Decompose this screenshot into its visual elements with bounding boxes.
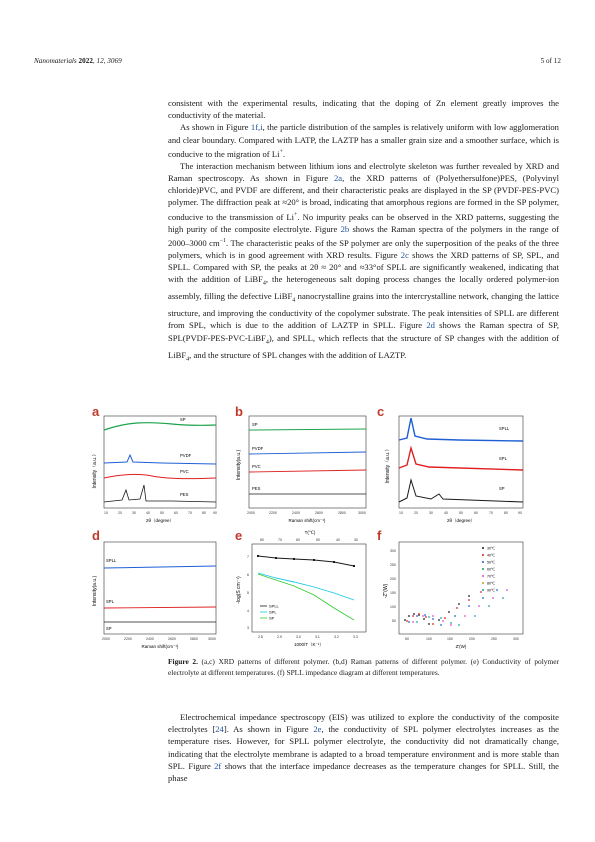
svg-text:30℃: 30℃ (487, 546, 496, 551)
svg-text:3.1: 3.1 (315, 635, 320, 639)
svg-text:PVC: PVC (180, 469, 189, 474)
svg-text:2400: 2400 (146, 637, 154, 641)
figure-link[interactable]: 2e (313, 724, 322, 735)
paragraph: As shown in Figure 1f,i, the particle distribution of the samples is relatively uniform with low agglomeration and clear boundary. Compared with LATP, the LAZTP has a smaller grain size and a smoother surface, which is conducive to the migration of Li+. (168, 122, 559, 159)
svg-text:300: 300 (390, 549, 396, 553)
svg-text:60: 60 (174, 511, 178, 515)
panel-label: a (92, 404, 100, 419)
svg-text:60℃: 60℃ (487, 567, 496, 572)
svg-text:2600: 2600 (168, 637, 176, 641)
svg-text:50: 50 (459, 511, 463, 515)
svg-text:300: 300 (513, 637, 519, 641)
svg-text:SP: SP (499, 486, 505, 491)
xrd-panel-c (379, 410, 529, 525)
xrd-panel-a (92, 410, 230, 525)
body-text-bottom (168, 711, 559, 784)
svg-text:70: 70 (489, 511, 493, 515)
paragraph: Electrochemical impedance spectroscopy (EIS) was utilized to explore the conductivity of the composite electrolytes [24]. As shown in Figure 2e, the conductivity of SPL polymer electrolytes increases as the temperature rises. However, for SPLL polymer electrolyte, the conductivity did not dramatically change, indicating that the electrolyte membrane is adapted to a broad temperature environment and is more stable than SPL. Figure 2f shows that the interface impedance decreases as the temperature changes for SPLL. Still, the phase (168, 712, 559, 784)
svg-text:90: 90 (213, 511, 217, 515)
svg-text:Raman shift(cm⁻¹): Raman shift(cm⁻¹) (141, 644, 179, 649)
svg-text:90: 90 (518, 511, 522, 515)
svg-text:100: 100 (426, 637, 432, 641)
svg-text:2.8: 2.8 (258, 635, 263, 639)
svg-text:2θ（degree）: 2θ（degree） (145, 518, 175, 523)
svg-text:PES: PES (252, 486, 261, 491)
svg-text:SPL: SPL (269, 609, 277, 615)
svg-text:40: 40 (444, 511, 448, 515)
svg-text:SP: SP (180, 417, 186, 422)
svg-text:Raman shift(cm⁻¹): Raman shift(cm⁻¹) (288, 518, 326, 523)
figure-caption: Figure 2. (a,c) XRD patterns of different polymer. (b,d) Raman patterns of different polymer. (e) Conductivity of polymer electrolyte at different temperatures. (f) SPLL impedance diagram at different temperatures. (168, 657, 559, 677)
svg-text:Intensity(a.u.): Intensity(a.u.) (92, 575, 98, 607)
svg-text:SP: SP (106, 626, 112, 631)
svg-text:50: 50 (392, 619, 396, 623)
svg-text:70: 70 (188, 511, 192, 515)
svg-text:20: 20 (414, 511, 418, 515)
svg-text:3.0: 3.0 (296, 635, 301, 639)
svg-text:2400: 2400 (292, 511, 300, 515)
svg-text:6: 6 (247, 573, 249, 577)
svg-text:80: 80 (202, 511, 206, 515)
svg-text:2200: 2200 (124, 637, 132, 641)
svg-text:30: 30 (132, 511, 136, 515)
svg-text:1000/T（K⁻¹）: 1000/T（K⁻¹） (294, 642, 324, 647)
svg-text:2000: 2000 (102, 637, 110, 641)
panel-label: d (92, 528, 100, 543)
svg-text:-Z''(W): -Z''(W) (383, 583, 389, 599)
svg-text:7: 7 (247, 555, 249, 559)
svg-text:60: 60 (296, 538, 300, 542)
svg-text:30: 30 (354, 538, 358, 542)
svg-text:Z'(W): Z'(W) (455, 644, 467, 649)
svg-text:80℃: 80℃ (487, 581, 496, 586)
figure-link[interactable]: 2a (333, 173, 343, 184)
paragraph: consistent with the experimental results, indicating that the doping of Zn element greatly improves the conductivity of the material. (168, 98, 559, 121)
svg-text:250: 250 (390, 563, 396, 567)
body-text-top (168, 97, 559, 366)
citation-link[interactable]: 24 (215, 724, 224, 735)
svg-text:50: 50 (316, 538, 320, 542)
conductivity-panel-e (234, 528, 374, 651)
svg-text:2θ（degree）: 2θ（degree） (446, 518, 476, 523)
svg-text:20: 20 (118, 511, 122, 515)
svg-text:50℃: 50℃ (487, 560, 496, 565)
svg-text:3.2: 3.2 (334, 635, 339, 639)
svg-text:200: 200 (390, 577, 396, 581)
svg-text:150: 150 (447, 637, 453, 641)
svg-text:10: 10 (399, 511, 403, 515)
svg-text:150: 150 (390, 591, 396, 595)
svg-text:30: 30 (429, 511, 433, 515)
journal-citation: Nanomaterials 2022, 12, 3069 (34, 57, 122, 65)
svg-text:SPLL: SPLL (269, 603, 279, 609)
svg-text:40: 40 (146, 511, 150, 515)
figure-link[interactable]: 2d (426, 320, 435, 331)
svg-text:60: 60 (474, 511, 478, 515)
svg-text:2800: 2800 (190, 637, 198, 641)
svg-text:250: 250 (491, 637, 497, 641)
svg-text:4: 4 (247, 609, 249, 613)
svg-text:5: 5 (247, 591, 249, 595)
svg-text:Intensity（a.u.）: Intensity（a.u.） (92, 451, 98, 489)
raman-panel-d (92, 536, 230, 651)
svg-text:SPLL: SPLL (106, 558, 117, 563)
svg-text:40℃: 40℃ (487, 553, 496, 558)
svg-text:T(℃): T(℃) (304, 530, 316, 535)
svg-text:3.3: 3.3 (353, 635, 358, 639)
svg-text:10: 10 (104, 511, 108, 515)
panel-label: b (235, 404, 243, 419)
svg-text:PVDF: PVDF (180, 453, 192, 458)
panel-label: e (235, 528, 243, 543)
svg-text:3000: 3000 (208, 637, 216, 641)
svg-text:40: 40 (336, 538, 340, 542)
figure-link[interactable]: 2c (400, 250, 409, 261)
svg-text:2.9: 2.9 (277, 635, 282, 639)
svg-text:50: 50 (160, 511, 164, 515)
svg-text:SP: SP (269, 615, 275, 621)
svg-text:PES: PES (180, 492, 189, 497)
svg-text:80: 80 (504, 511, 508, 515)
svg-text:SPL: SPL (499, 456, 507, 461)
raman-panel-b (234, 410, 374, 525)
page-number: 5 of 12 (540, 57, 561, 65)
svg-text:SPLL: SPLL (499, 426, 510, 431)
svg-text:70: 70 (278, 538, 282, 542)
paragraph: The interaction mechanism between lithium ions and electrolyte skeleton was further revealed by XRD and Raman spectroscopy. As shown in Figure 2a, the XRD patterns of (Polyethersulfone)PES, (Polyvinyl chloride)PVC, and PVDF are different, and their characteristic peaks are displayed in the SP (PVDF-PES-PVC) polymer. The diffraction peak at ≈20° is broad, indicating that amorphous regions are formed in the SP polymer, conducive to the transmission of Li+. No impurity peaks can be observed in the XRD patterns, suggesting the high purity of the composite electrolyte. Figure 2b shows the Raman spectra of the polymers in the range of 2000–3000 $cm^{-1}$. The characteristic peaks of the SP polymer are only the superposition of the peaks of the three polymers, which is in good agreement with XRD results. Figure 2c shows the XRD patterns of SP, SPL, and SPLL. Compared with SP, the peaks at 2θ ≈ 20° and ≈33°of SPLL are significantly weakened, indicating that with the addition of LiBF$_4$, the heterogeneous salt doping process changes the locally ordered polymer-ion assembly, filling the defective LiBF$_4$ nanocrystalline grains into the intercrystalline network, changing the lattice structure, and improving the conductivity of the copolymer substrate. The peak intensities of SPLL are different from SPL, which is due to the addition of LAZTP in SPLL. Figure 2d shows the Raman spectra of SP, SPL(PVDF-PES-PVC-LiBF$_4$), and SPLL, which reflects that the structure of SP changes with the addition of LiBF$_4$, and the structure of SPL changes with the addition of LAZTP. (168, 160, 560, 363)
svg-text:-log(S cm⁻¹): -log(S cm⁻¹) (236, 576, 242, 604)
svg-text:PVC: PVC (252, 464, 261, 469)
svg-text:Intensity(a.u.): Intensity(a.u.) (236, 449, 242, 481)
svg-text:SPL: SPL (106, 599, 114, 604)
svg-text:3: 3 (247, 626, 249, 630)
svg-text:2000: 2000 (247, 511, 255, 515)
svg-text:2600: 2600 (315, 511, 323, 515)
svg-text:200: 200 (469, 637, 475, 641)
svg-text:90℃: 90℃ (487, 588, 496, 593)
figure-link[interactable]: 1f,i (250, 122, 263, 133)
panel-label: c (377, 404, 385, 419)
svg-text:Intensity（a.u.）: Intensity（a.u.） (385, 446, 391, 484)
figure-link[interactable]: 2f (214, 760, 222, 771)
figure-2 (92, 404, 529, 651)
svg-text:PVDF: PVDF (252, 446, 264, 451)
page-header (34, 57, 561, 69)
svg-text:100: 100 (390, 605, 396, 609)
svg-text:3000: 3000 (358, 511, 366, 515)
svg-text:50: 50 (405, 637, 409, 641)
svg-text:SP: SP (252, 422, 258, 427)
figure-link[interactable]: 2b (340, 223, 350, 234)
svg-text:2800: 2800 (338, 511, 346, 515)
svg-text:2200: 2200 (269, 511, 277, 515)
impedance-panel-f (379, 536, 529, 651)
svg-text:70℃: 70℃ (487, 574, 496, 579)
svg-text:80: 80 (260, 538, 264, 542)
panel-label: f (377, 528, 382, 543)
